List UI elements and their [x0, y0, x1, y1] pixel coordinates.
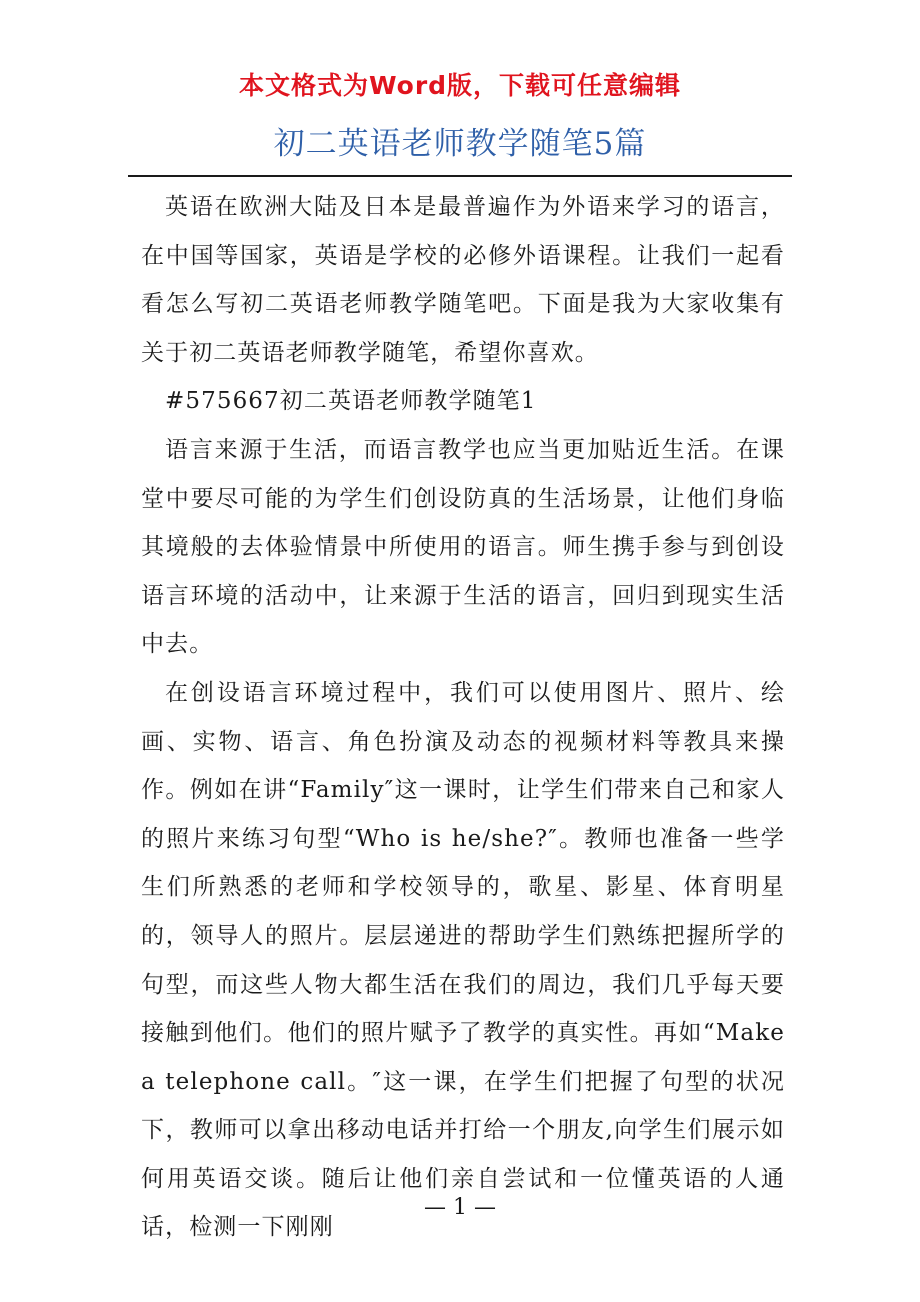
document-body	[141, 183, 785, 1252]
page-number: — 1 —	[424, 1195, 496, 1220]
document-title: 初二英语老师教学随笔5篇	[273, 126, 647, 162]
paragraph: 在创设语言环境过程中，我们可以使用图片、照片、绘画、实物、语言、角色扮演及动态的视频材料等教具来操作。例如在讲“Family″这一课时，让学生们带来自己和家人的照片来练习句型“Who is he/she?″。教师也准备一些学生们所熟悉的老师和学校领导的，歌星、影星、体育明星的，领导人的照片。层层递进的帮助学生们熟练把握所学的句型，而这些人物大都生活在我们的周边，我们几乎每天要接触到他们。他们的照片赋予了教学的真实性。再如“Make a telephone call。″这一课，在学生们把握了句型的状况下，教师可以拿出移动电话并打给一个朋友,向学生们展示如何用英语交谈。随后让他们亲自尝试和一位懂英语的人通话，检测一下刚刚	[141, 679, 785, 1241]
section-heading: #575667初二英语老师教学随笔1	[165, 388, 537, 415]
paragraph-intro: 英语在欧洲大陆及日本是最普遍作为外语来学习的语言，在中国等国家，英语是学校的必修外语课程。让我们一起看看怎么写初二英语老师教学随笔吧。下面是我为大家收集有关于初二英语老师教学随笔，希望你喜欢。	[141, 194, 785, 366]
format-notice: 本文格式为Word版，下载可任意编辑	[238, 71, 682, 100]
title-divider	[128, 175, 792, 177]
paragraph: 语言来源于生活，而语言教学也应当更加贴近生活。在课堂中要尽可能的为学生们创设防真的生活场景，让他们身临其境般的去体验情景中所使用的语言。师生携手参与到创设语言环境的活动中，让来源于生活的语言，回归到现实生活中去。	[141, 436, 785, 658]
